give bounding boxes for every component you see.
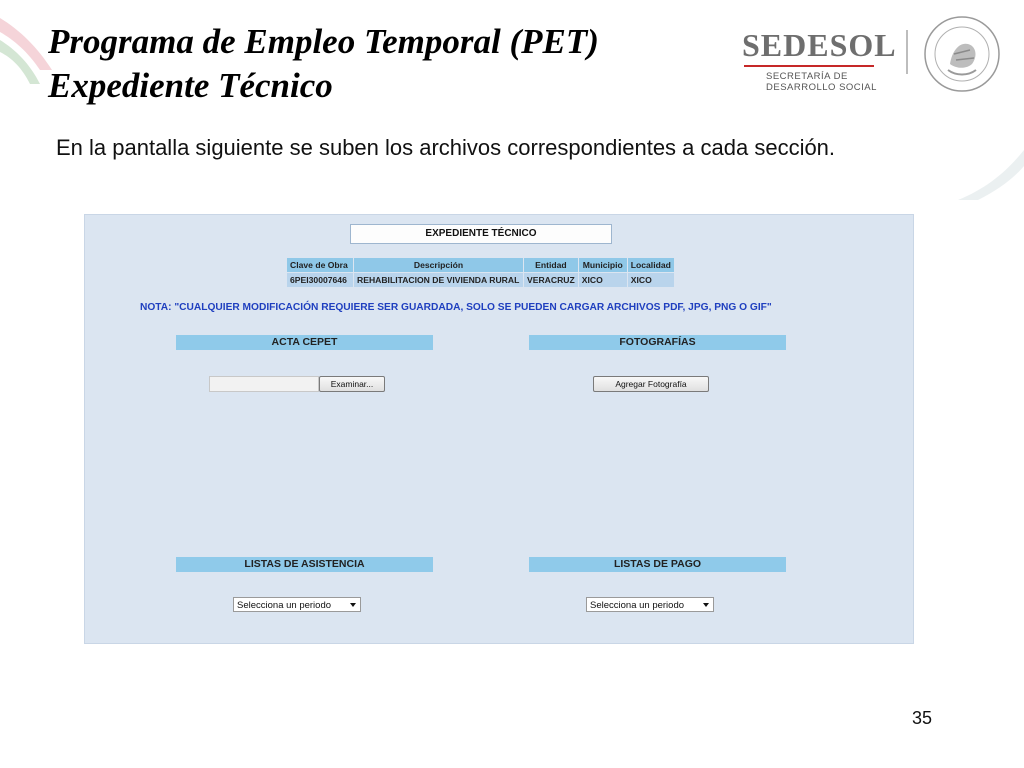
cell-descripcion: REHABILITACION DE VIVIENDA RURAL (354, 273, 524, 288)
slide-title (48, 20, 599, 108)
decorative-swoosh-right (958, 130, 1024, 200)
table-row (287, 273, 675, 288)
asistencia-period-select[interactable] (233, 597, 361, 612)
title-line-2: Expediente Técnico (48, 66, 333, 105)
title-line-1: Programa de Empleo Temporal (PET) (48, 22, 599, 61)
page-number: 35 (912, 708, 933, 728)
cell-clave: 6PEI30007646 (287, 273, 354, 288)
section-listas-asistencia: LISTAS DE ASISTENCIA (176, 557, 433, 572)
col-entidad: Entidad (524, 258, 579, 273)
table-header-row (287, 258, 675, 273)
logo-subtitle-1: SECRETARÍA DE (766, 71, 848, 82)
intro-text: En la pantalla siguiente se suben los archivos correspondientes a cada sección. (56, 135, 836, 160)
section-listas-pago: LISTAS DE PAGO (529, 557, 786, 572)
browse-button[interactable]: Examinar... (319, 376, 385, 392)
chevron-down-icon (703, 603, 709, 607)
logo-divider (906, 30, 908, 74)
pago-select-value: Selecciona un periodo (590, 600, 685, 611)
cell-municipio: XICO (578, 273, 627, 288)
sedesol-logo (742, 27, 897, 93)
chevron-down-icon (350, 603, 356, 607)
asistencia-select-value: Selecciona un periodo (237, 600, 332, 611)
col-municipio: Municipio (578, 258, 627, 273)
expediente-header: EXPEDIENTE TÉCNICO (350, 224, 612, 244)
col-localidad: Localidad (627, 258, 674, 273)
pago-period-select[interactable] (586, 597, 714, 612)
logo-subtitle-2: DESARROLLO SOCIAL (766, 82, 877, 93)
add-photo-button[interactable]: Agregar Fotografía (593, 376, 709, 392)
cell-entidad: VERACRUZ (524, 273, 579, 288)
app-screenshot (84, 214, 914, 644)
col-descripcion: Descripción (354, 258, 524, 273)
upload-note: NOTA: "CUALQUIER MODIFICACIÓN REQUIERE SER GUARDADA, SOLO SE PUEDEN CARGAR ARCHIVOS PDF, JPG, PNG O GIF" (140, 302, 772, 313)
obra-info-table (286, 257, 675, 288)
section-fotografias: FOTOGRAFÍAS (529, 335, 786, 350)
logo-underline (744, 65, 874, 67)
logo-brand: SEDESOL (742, 27, 897, 63)
national-seal-icon (922, 14, 1002, 94)
cell-localidad: XICO (627, 273, 674, 288)
section-acta-cepet: ACTA CEPET (176, 335, 433, 350)
acta-file-input[interactable] (209, 376, 319, 392)
col-clave: Clave de Obra (287, 258, 354, 273)
